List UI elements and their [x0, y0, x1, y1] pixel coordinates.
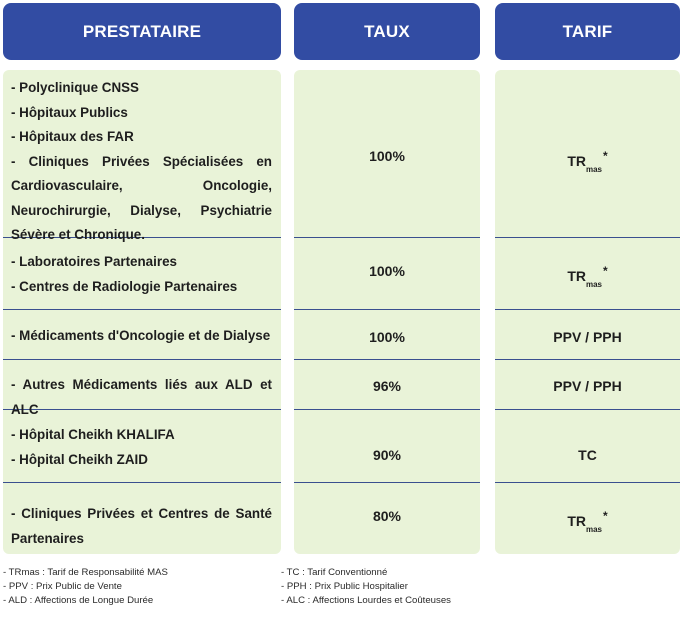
row-divider [294, 359, 480, 360]
prestataire-item: - Autres Médicaments liés aux ALD et ALC [11, 377, 272, 417]
row-4-tarif: PPV / PPH [553, 378, 622, 394]
row-divider [3, 482, 281, 483]
header-tarif: TARIF [495, 3, 680, 60]
row-6-taux: 80% [372, 508, 402, 524]
prestataire-item: - Hôpital Cheikh KHALIFA [11, 427, 175, 442]
row-6-prestataire [11, 502, 272, 551]
row-2-taux: 100% [369, 263, 405, 279]
row-4-taux: 96% [372, 378, 402, 394]
row-5-taux: 90% [372, 447, 402, 463]
prestataire-item: - Polyclinique CNSS [11, 80, 139, 95]
row-4-prestataire [11, 373, 272, 422]
legend-item: - TRmas : Tarif de Responsabilité MAS [3, 567, 168, 578]
prestataire-item: - Hôpital Cheikh ZAID [11, 451, 148, 467]
row-divider [294, 237, 480, 238]
row-2-tarif: $TR_{mas}*$ [567, 264, 608, 289]
row-1-prestataire [11, 76, 272, 248]
row-divider [495, 409, 680, 410]
row-divider [495, 359, 680, 360]
row-divider [294, 309, 480, 310]
row-6-tarif: $TR_{mas}*$ [567, 509, 608, 534]
prestataire-item: - Médicaments d'Oncologie et de Dialyse [11, 328, 271, 343]
row-divider [3, 309, 281, 310]
row-1-taux: 100% [369, 148, 405, 164]
row-3-tarif: PPV / PPH [553, 329, 622, 345]
prestataire-item: - Hôpitaux Publics [11, 104, 128, 120]
header-prestataire: PRESTATAIRE [3, 3, 281, 60]
row-divider [495, 309, 680, 310]
prestataire-item: - Laboratoires Partenaires [11, 254, 177, 269]
legend-item: - ALD : Affections de Longue Durée [3, 595, 154, 606]
legend-right [281, 566, 451, 608]
row-1-tarif: $TR_{mas}*$ [567, 149, 608, 174]
row-divider [294, 482, 480, 483]
row-divider [495, 482, 680, 483]
row-5-tarif: TC [578, 447, 597, 463]
legend-item: - PPH : Prix Public Hospitalier [281, 581, 408, 592]
prestataire-item: - Cliniques Privées et Centres de Santé Partenaires [11, 506, 272, 546]
row-3-prestataire [11, 324, 272, 349]
prestataire-item: - Cliniques Privées Spécialisées en Cardiovasculaire, Oncologie, Neurochirurgie, Dialyse, Psychiatrie Sévère et Chronique. [11, 153, 272, 242]
row-3-taux: 100% [369, 329, 405, 345]
legend-item: - ALC : Affections Lourdes et Coûteuses [281, 595, 451, 606]
row-divider [495, 237, 680, 238]
row-5-prestataire [11, 423, 272, 472]
prestataire-item: - Hôpitaux des FAR [11, 129, 134, 144]
legend-left [3, 566, 168, 608]
prestataire-item: - Centres de Radiologie Partenaires [11, 278, 238, 294]
row-divider [3, 359, 281, 360]
row-divider [294, 409, 480, 410]
row-2-prestataire [11, 250, 272, 299]
legend-item: - TC : Tarif Conventionné [281, 567, 388, 578]
header-taux: TAUX [294, 3, 480, 60]
legend-item: - PPV : Prix Public de Vente [3, 581, 122, 592]
